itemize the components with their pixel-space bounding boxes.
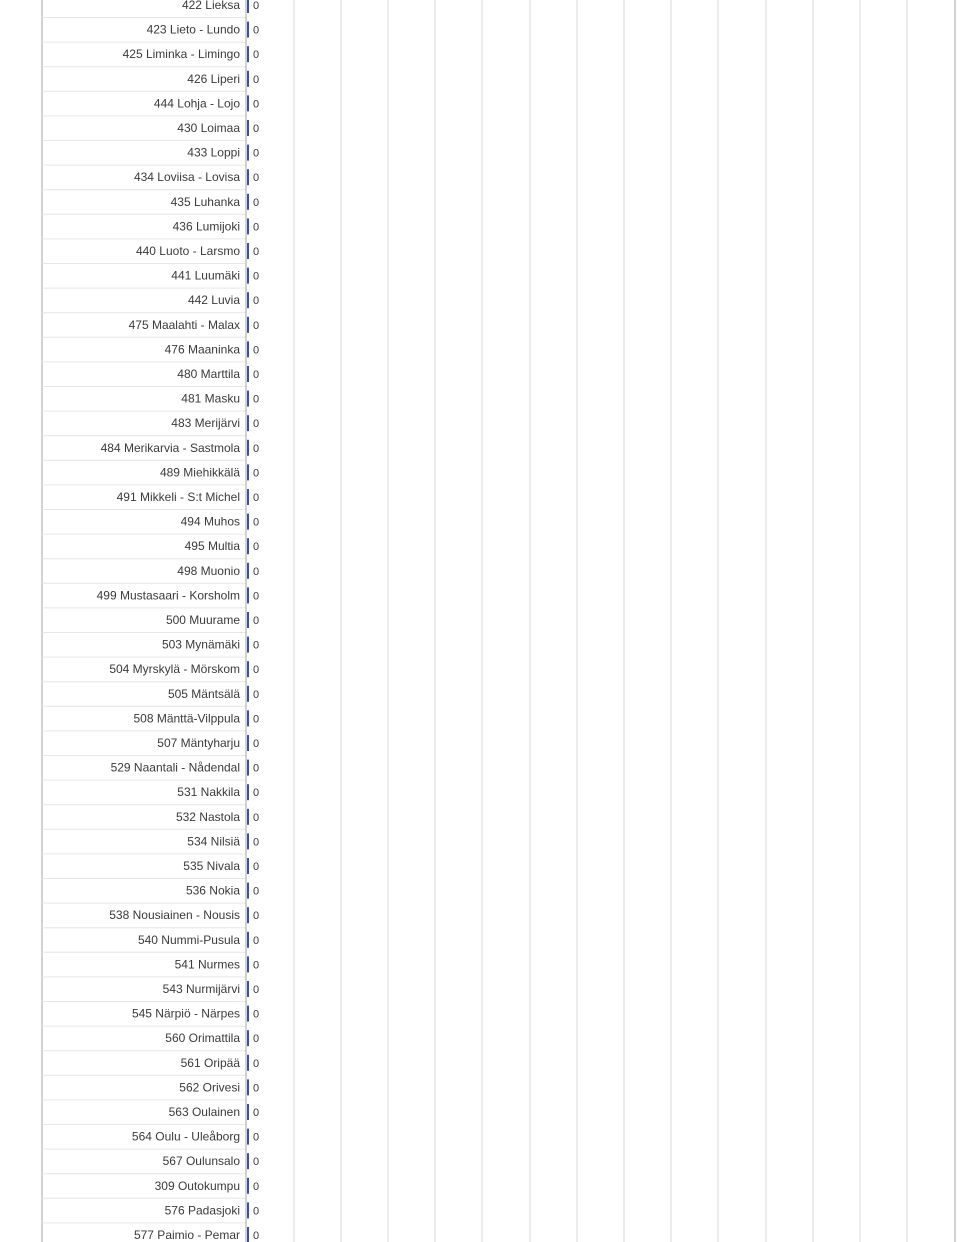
bar — [247, 735, 249, 751]
category-label: 481 Masku — [181, 391, 240, 406]
bar — [247, 563, 249, 579]
value-label: 0 — [253, 344, 260, 357]
category-label: 442 Luvia — [187, 293, 240, 308]
category-label: 426 Liperi — [187, 71, 240, 86]
value-label: 0 — [253, 565, 260, 578]
category-label: 436 Lumijoki — [172, 219, 240, 234]
category-label: 531 Nakkila — [177, 785, 240, 800]
bar — [247, 1227, 249, 1242]
category-label: 422 Lieksa — [181, 0, 240, 12]
value-label: 0 — [253, 1033, 260, 1046]
category-label: 529 Naantali - Nådendal — [110, 760, 240, 775]
bar — [247, 514, 249, 530]
category-label: 564 Oulu - Uleåborg — [131, 1129, 240, 1144]
value-label: 0 — [253, 123, 260, 135]
category-label: 476 Maaninka — [164, 342, 240, 357]
value-label: 0 — [253, 393, 260, 406]
category-label: 540 Nummi-Pusula — [137, 932, 240, 947]
value-label: 0 — [253, 762, 260, 775]
value-label: 0 — [253, 1057, 260, 1070]
bar — [247, 637, 249, 653]
category-label: 535 Nivala — [183, 859, 240, 873]
value-label: 0 — [253, 811, 260, 824]
bar — [247, 661, 249, 677]
value-label: 0 — [253, 0, 260, 12]
bar — [247, 22, 249, 38]
category-label: 561 Oripää — [180, 1055, 240, 1070]
category-label: 480 Marttila — [177, 367, 240, 381]
category-label: 577 Paimio - Pemar — [133, 1228, 240, 1242]
value-label: 0 — [253, 885, 260, 898]
bar — [247, 1079, 249, 1095]
bar — [247, 71, 249, 87]
category-label: 309 Outokumpu — [154, 1178, 240, 1193]
value-label: 0 — [253, 492, 260, 504]
bar — [247, 981, 249, 997]
value-label: 0 — [253, 418, 260, 431]
value-label: 0 — [253, 172, 260, 185]
bar — [247, 858, 249, 874]
bar — [247, 46, 249, 62]
value-label: 0 — [253, 615, 260, 627]
bar — [247, 292, 249, 308]
value-label: 0 — [253, 738, 260, 750]
value-label: 0 — [253, 73, 260, 86]
category-label: 504 Myrskylä - Mörskom — [109, 662, 240, 677]
category-label: 538 Nousiainen - Nousis — [109, 908, 240, 923]
value-label: 0 — [253, 541, 260, 554]
value-label: 0 — [253, 319, 260, 332]
bar — [247, 784, 249, 800]
bar — [247, 1104, 249, 1120]
bar — [247, 218, 249, 234]
category-label: 532 Nastola — [175, 809, 240, 824]
bar — [247, 95, 249, 111]
value-label: 0 — [253, 196, 260, 209]
value-label: 0 — [253, 246, 260, 258]
bar — [247, 587, 249, 603]
value-label: 0 — [253, 49, 260, 62]
bar — [247, 907, 249, 923]
category-label: 489 Miehikkälä — [159, 465, 240, 480]
value-label: 0 — [253, 147, 260, 160]
value-label: 0 — [253, 1082, 260, 1095]
value-label: 0 — [253, 934, 260, 947]
category-label: 507 Mäntyharju — [157, 736, 240, 750]
bar — [247, 243, 249, 259]
bar — [247, 489, 249, 505]
value-label: 0 — [253, 639, 260, 652]
category-label: 475 Maalahti - Malax — [128, 317, 240, 332]
value-label: 0 — [253, 1008, 260, 1021]
category-label: 483 Merijärvi — [171, 416, 240, 431]
bar — [247, 317, 249, 333]
category-label: 536 Nokia — [185, 883, 240, 898]
bar — [247, 538, 249, 554]
value-label: 0 — [253, 270, 260, 283]
value-label: 0 — [253, 1230, 260, 1242]
category-label: 444 Lohja - Lojo — [153, 96, 240, 111]
value-label: 0 — [253, 1156, 260, 1169]
category-label: 441 Luumäki — [171, 268, 240, 283]
value-label: 0 — [253, 24, 260, 37]
category-label: 541 Nurmes — [174, 957, 240, 972]
category-label: 494 Muhos — [180, 514, 240, 529]
category-label: 435 Luhanka — [170, 194, 240, 209]
bar — [247, 1202, 249, 1218]
category-label: 430 Loimaa — [177, 121, 240, 135]
category-label: 491 Mikkeli - S:t Michel — [116, 490, 240, 504]
value-label: 0 — [253, 787, 260, 800]
value-label: 0 — [253, 590, 260, 603]
bar — [247, 932, 249, 948]
value-label: 0 — [253, 1131, 260, 1144]
bar — [247, 710, 249, 726]
category-label: 499 Mustasaari - Korsholm — [96, 588, 240, 603]
bar — [247, 1178, 249, 1194]
value-label: 0 — [253, 861, 260, 873]
value-label: 0 — [253, 98, 260, 111]
bar — [247, 883, 249, 899]
category-label: 440 Luoto - Larsmo — [135, 244, 240, 258]
bar — [247, 415, 249, 431]
bar — [247, 612, 249, 628]
bar — [247, 366, 249, 382]
bar — [247, 809, 249, 825]
category-label: 425 Liminka - Limingo — [122, 47, 240, 62]
category-label: 576 Padasjoki — [164, 1203, 240, 1218]
value-label: 0 — [253, 369, 260, 381]
bar — [247, 956, 249, 972]
bar — [247, 120, 249, 136]
category-label: 567 Oulunsalo — [162, 1154, 240, 1169]
value-label: 0 — [253, 1107, 260, 1119]
bar — [247, 194, 249, 210]
bar — [247, 1030, 249, 1046]
category-label: 560 Orimattila — [165, 1031, 240, 1046]
category-label: 498 Muonio — [177, 563, 240, 578]
bar — [247, 391, 249, 407]
bar — [247, 169, 249, 185]
category-label: 500 Muurame — [165, 613, 240, 627]
value-label: 0 — [253, 1180, 260, 1193]
bar — [247, 464, 249, 480]
value-label: 0 — [253, 442, 260, 455]
category-label: 495 Multia — [184, 539, 240, 554]
value-label: 0 — [253, 959, 260, 972]
bar — [247, 145, 249, 161]
category-label: 433 Loppi — [187, 145, 240, 160]
bar — [247, 268, 249, 284]
value-label: 0 — [253, 516, 260, 529]
bar — [247, 1055, 249, 1071]
bar — [247, 760, 249, 776]
bar — [247, 1153, 249, 1169]
bar — [247, 833, 249, 849]
value-label: 0 — [253, 688, 260, 701]
value-label: 0 — [253, 467, 260, 480]
category-label: 508 Mänttä-Vilppula — [133, 711, 240, 726]
value-label: 0 — [253, 664, 260, 677]
category-label: 545 Närpiö - Närpes — [131, 1006, 240, 1021]
bar — [247, 440, 249, 456]
bar — [247, 686, 249, 702]
category-label: 543 Nurmijärvi — [162, 982, 240, 996]
category-label: 562 Orivesi — [179, 1080, 240, 1095]
value-label: 0 — [253, 713, 260, 726]
category-label: 534 Nilsiä — [187, 834, 240, 849]
category-label: 505 Mäntsälä — [167, 686, 240, 701]
value-label: 0 — [253, 910, 260, 923]
value-label: 0 — [253, 221, 260, 234]
bar — [247, 1006, 249, 1022]
bar — [247, 341, 249, 357]
value-label: 0 — [253, 836, 260, 849]
category-label: 434 Loviisa - Lovisa — [133, 170, 240, 185]
value-label: 0 — [253, 984, 260, 996]
category-label: 423 Lieto - Lundo — [146, 22, 240, 37]
bar — [247, 1129, 249, 1145]
category-label: 484 Merikarvia - Sastmola — [100, 440, 240, 455]
value-label: 0 — [253, 295, 260, 308]
value-label: 0 — [253, 1205, 260, 1218]
bar — [247, 0, 249, 13]
category-label: 503 Mynämäki — [161, 637, 240, 652]
category-label: 563 Oulainen — [168, 1105, 240, 1119]
